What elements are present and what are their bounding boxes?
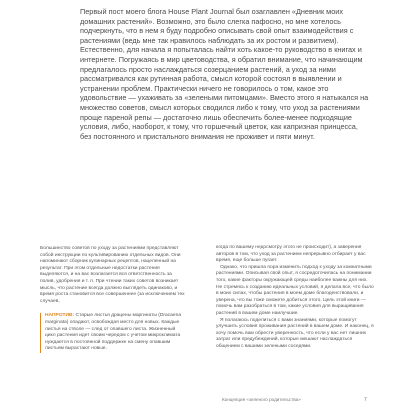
intro-text	[80, 7, 370, 141]
left-paragraph: Большинство советов по уходу за растениями представляют собой инструкции по культивированию отдельных видов. Они напоминают сборник кулинарных рецептов, нацеленный на результат. При этом отдельные недостатки растения выделяются, и на вас возлагается вся ответственность за полив, удобрения и т. п. При чтении таких советов возникает мысль, что растение всегда должно выглядеть одинаково, и время роста становится все совершеннее (за исключением тех случаев,	[40, 246, 185, 304]
left-column-body	[40, 246, 187, 305]
right-paragraph-1: когда по вашему недосмотру этого не происходит), а заверения авторов в том, что уход за растением непрерывно отбирает у вас время, еще больше пугает.	[216, 245, 366, 264]
intro-paragraph: Первый пост моего блога House Plant Journal был озаглавлен «Дневник моих домашних растений». Возможно, это было слегка пафосно, но мне хотелось подчеркнуть, что в нем я буду подробно описывать свой опыт взаимодействия с растениями (ведь мне так нравилось наблюдать за их ростом и развитием). Естественно, для начала я попыталась найти хоть какое-то руководство в книгах и интернете. Погружаясь в мир цветоводства, я обратил внимание, что начинающим предлагалось просто наслаждаться созерцанием растений, а уход за ними рассматривался как рутинная работа, смысл которой состоял в выявлении и устранении проблем. Практически ничего не говорилось о том, какое это удовольствие — ухаживать за «зелеными питомцами». Вместо этого я натыкался на множество советов, смысл которых сводился либо к тому, что уход за растениями проще пареной репы — достаточно лишь обеспечить более-менее подходящие условия, либо, наоборот, к тому, что горшечный цветок, как капризная принцесса, без постоянного и пристального внимания не проживет и пяти минут.	[80, 7, 369, 141]
right-column	[216, 245, 374, 351]
photo-caption-note	[40, 313, 187, 353]
left-column	[40, 246, 187, 353]
running-footer-title: Концепция «зеленого родительства»	[222, 397, 301, 402]
right-paragraph-2: Однако, что пришла пора изменить подход к уходу за комнатными растениями. Описывая свой опыт, я сосредоточилась на понимании того, какие факторы окружающей среды наиболее важны для них. Не стремясь к созданию идеальных условий, я делала все, что было в моих силах, чтобы растения в моем доме благоденствовали, и уверена, что вы тоже сможете добиться этого. Цель этой книги — помочь вам разобраться в том, какие условия для выращивания растений в вашем доме наилучшие.	[216, 264, 374, 316]
note-text: Старые листья драцены маргинаты (Dracaena marginata) опадают, освобождая место для новых. Каждые листья на стволе — след от опавшего листа. Жизненный цикл растения идет своим чередом с учетом микроклимата нуждается в постоянной поддержке на смену опавшим листьям вырастают новые.	[45, 313, 182, 352]
right-paragraph-3: Я полагаюсь поделиться с вами знаниями, которые помогут улучшить условия проживания растений в вашем доме. И наконец, я хочу помочь вам обрести уверенность, что если у вас нет лишних затрат или предубеждений, которые мешают наслаждаться общением с вашими зелеными соседями.	[216, 317, 374, 349]
page-number: 7	[364, 397, 367, 403]
note-label: НАПРОТИВ:	[45, 313, 75, 319]
